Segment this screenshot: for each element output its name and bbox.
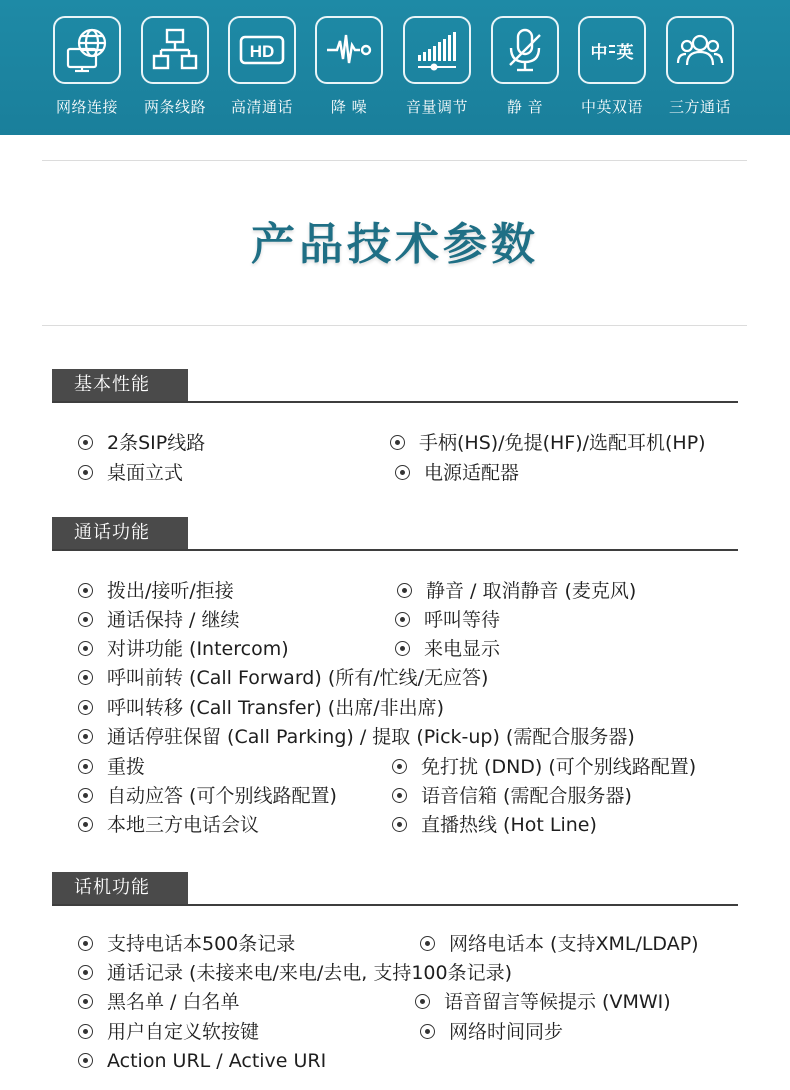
feature-label: 音量调节	[405, 98, 468, 116]
bullet-icon	[78, 465, 93, 480]
feature-three-way	[660, 16, 740, 116]
bullet-icon	[78, 994, 93, 1009]
spec-item: 通话保持 / 继续	[78, 608, 239, 632]
spec-item: 用户自定义软按键	[78, 1020, 259, 1044]
bullet-icon	[78, 1024, 93, 1039]
spec-item: 支持电话本500条记录	[78, 932, 295, 956]
bullet-icon	[78, 1053, 93, 1068]
spec-item: 本地三方电话会议	[78, 813, 259, 837]
bullet-icon	[78, 612, 93, 627]
section-title: 基本性能	[52, 369, 188, 401]
feature-network	[47, 16, 127, 116]
spec-item: 拨出/接听/拒接	[78, 579, 234, 603]
spec-item: 呼叫转移 (Call Transfer) (出席/非出席)	[78, 696, 444, 720]
network-tree-icon	[141, 16, 209, 84]
bullet-icon	[78, 641, 93, 656]
feature-label: 静 音	[506, 98, 544, 116]
hd-text: HD	[249, 42, 275, 61]
hd-icon	[228, 16, 296, 84]
bullet-icon	[78, 788, 93, 803]
spec-item: 免打扰 (DND) (可个别线路配置)	[392, 755, 696, 779]
spec-item: 语音留言等候提示 (VMWI)	[415, 990, 671, 1014]
spec-item: 手柄(HS)/免提(HF)/选配耳机(HP)	[390, 431, 706, 455]
feature-label: 降 噪	[330, 98, 368, 116]
feature-dual-line	[135, 16, 215, 116]
spec-item: 呼叫等待	[395, 608, 500, 632]
bullet-icon	[78, 965, 93, 980]
bullet-icon	[78, 435, 93, 450]
feature-label: 网络连接	[55, 98, 118, 116]
lang-zh-text: 中	[590, 43, 608, 63]
spec-item: 网络电话本 (支持XML/LDAP)	[420, 932, 699, 956]
feature-label: 高清通话	[230, 98, 293, 116]
bullet-icon	[392, 817, 407, 832]
section-header-basic	[52, 369, 738, 403]
spec-item: 电源适配器	[395, 461, 519, 485]
spec-item: 通话记录 (未接来电/来电/去电, 支持100条记录)	[78, 961, 512, 985]
language-icon	[578, 16, 646, 84]
spec-item: 来电显示	[395, 637, 500, 661]
feature-hd-call	[222, 16, 302, 116]
bullet-icon	[78, 817, 93, 832]
bullet-icon	[392, 759, 407, 774]
bullet-icon	[415, 994, 430, 1009]
feature-label: 两条线路	[143, 98, 206, 116]
bullet-icon	[395, 641, 410, 656]
bullet-icon	[420, 936, 435, 951]
section-title: 话机功能	[52, 872, 188, 904]
volume-bars-icon	[403, 16, 471, 84]
spec-item: Action URL / Active URI	[78, 1049, 326, 1073]
spec-item: 2条SIP线路	[78, 431, 205, 455]
bullet-icon	[397, 583, 412, 598]
divider-bottom	[42, 325, 747, 326]
section-header-phone	[52, 872, 738, 906]
bullet-icon	[420, 1024, 435, 1039]
feature-label: 中英双语	[580, 98, 643, 116]
spec-item: 重拨	[78, 755, 145, 779]
bullet-icon	[395, 465, 410, 480]
bullet-icon	[78, 700, 93, 715]
spec-item: 通话停驻保留 (Call Parking) / 提取 (Pick-up) (需配合服务器)	[78, 725, 635, 749]
spec-item: 静音 / 取消静音 (麦克风)	[397, 579, 636, 603]
feature-label: 三方通话	[668, 98, 731, 116]
spec-item: 自动应答 (可个别线路配置)	[78, 784, 337, 808]
spec-item: 对讲功能 (Intercom)	[78, 637, 289, 661]
bullet-icon	[392, 788, 407, 803]
bullet-icon	[78, 670, 93, 685]
feature-noise-reduction	[309, 16, 389, 116]
globe-monitor-icon	[53, 16, 121, 84]
spec-item: 桌面立式	[78, 461, 183, 485]
bullet-icon	[395, 612, 410, 627]
lang-en-text: 英	[616, 43, 634, 63]
feature-banner	[0, 0, 790, 135]
microphone-icon	[491, 16, 559, 84]
noise-wave-icon	[315, 16, 383, 84]
bullet-icon	[78, 729, 93, 744]
spec-item: 网络时间同步	[420, 1020, 563, 1044]
spec-item: 语音信箱 (需配合服务器)	[392, 784, 632, 808]
page-title: 产品技术参数	[251, 219, 539, 270]
feature-volume	[397, 16, 477, 116]
bullet-icon	[78, 936, 93, 951]
bullet-icon	[78, 583, 93, 598]
spec-item: 黑名单 / 白名单	[78, 990, 239, 1014]
section-header-call	[52, 517, 738, 551]
section-title: 通话功能	[52, 517, 188, 549]
feature-mute	[485, 16, 565, 116]
spec-item: 直播热线 (Hot Line)	[392, 813, 597, 837]
bullet-icon	[78, 759, 93, 774]
group-people-icon	[666, 16, 734, 84]
spec-item: 呼叫前转 (Call Forward) (所有/忙线/无应答)	[78, 666, 488, 690]
bullet-icon	[390, 435, 405, 450]
feature-bilingual	[572, 16, 652, 116]
divider-top	[42, 160, 747, 161]
